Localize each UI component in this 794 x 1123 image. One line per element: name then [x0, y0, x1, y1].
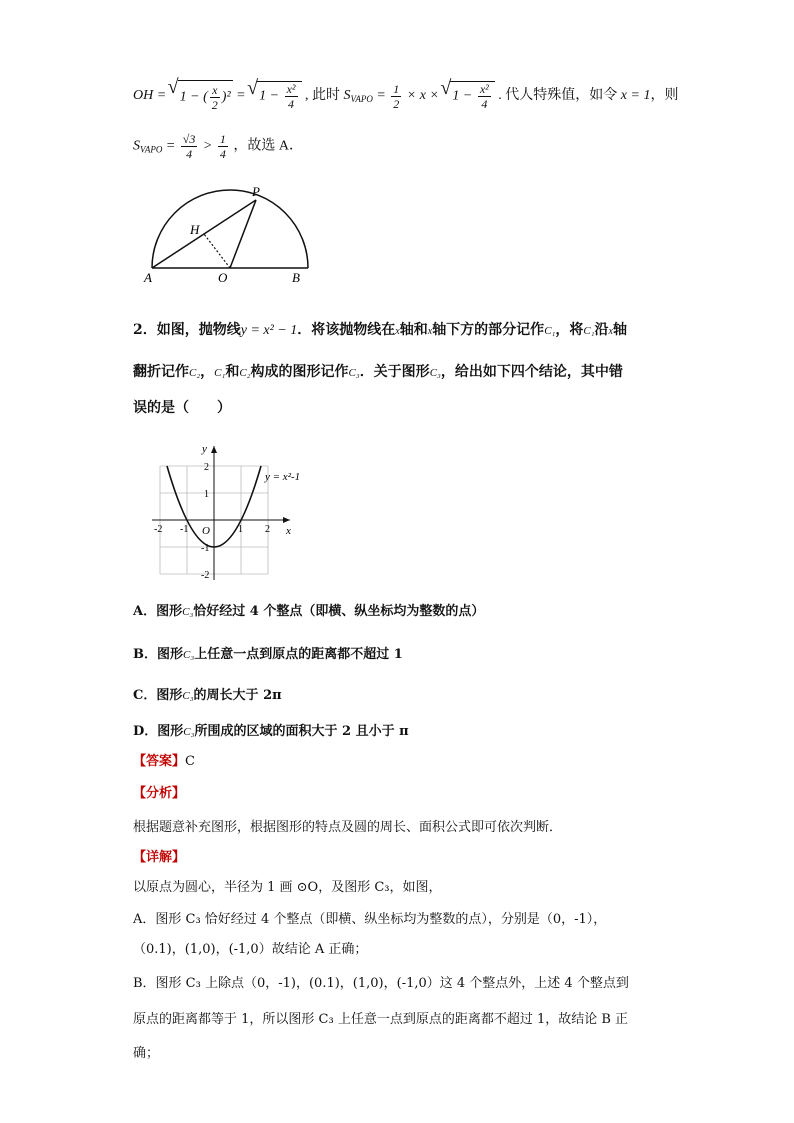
detail-line-5: 原点的距离都等于 1，所以图形 C₃ 上任意一点到原点的距离都不超过 1，故结论 B 正: [133, 1012, 629, 1027]
x-axis-arrow-icon: [283, 517, 290, 523]
semicircle-figure: [140, 184, 320, 288]
question2-line1: 2．如图，抛物线y = x² − 1．将该抛物线在x轴和x轴下方的部分记作C₁，将C₁沿x轴: [133, 322, 627, 338]
answer-value: C: [185, 754, 195, 769]
analysis-tag: 【分析】: [133, 786, 186, 801]
oh-eq: OH =: [133, 88, 167, 104]
formula-line-2: $S_{VAPO}$ = $\frac{√3}{4}$ > $\frac{1}{4}$ ，故选 A．: [133, 132, 303, 161]
detail-line-2: A．图形 C₃ 恰好经过 4 个整点（即横、纵坐标均为整数的点），分别是（0，-1），: [133, 912, 607, 927]
detail-line-4: B．图形 C₃ 上除点（0，-1)，(0.1)，(1,0)，(-1,0）这 4 个整点外，上述 4 个整点到: [133, 976, 629, 991]
y-tick-neg2: -2: [201, 570, 210, 581]
sqrt-expr-1: √ 1 − ( $\frac{x}{2}$ )²: [178, 80, 233, 112]
y-tick-1: 1: [204, 489, 209, 500]
label-o: O: [218, 270, 228, 285]
option-b: B．图形C₃上任意一点到原点的距离都不超过 1: [133, 647, 403, 662]
option-c: C．图形C₃的周长大于 2π: [133, 688, 282, 703]
parabola-graph: [152, 438, 312, 584]
analysis-text: 根据题意补充图形，根据图形的特点及圆的周长、面积公式即可依次判断．: [133, 820, 563, 835]
answer-tag: 【答案】: [133, 754, 186, 769]
option-d: D．图形C₃所围成的区域的面积大于 2 且小于 π: [133, 724, 409, 739]
label-h: H: [190, 222, 200, 237]
x-tick-1: 1: [238, 524, 243, 535]
sqrt-expr-2: √ 1 − $\frac{\text{x²}}{4}$: [257, 81, 301, 111]
detail-tag-line: [133, 848, 185, 868]
origin-label: O: [202, 525, 210, 537]
question2-line2: 翻折记作C₂，C₁和C₂构成的图形记作C₃．关于图形C₃，给出如下四个结论，其中错: [133, 364, 623, 380]
detail-line-3: （0.1)，(1,0)，(-1,0）故结论 A 正确；: [133, 942, 368, 957]
y-axis-arrow-icon: [211, 446, 217, 453]
x-axis-label: x: [286, 525, 291, 537]
answer-line: [133, 752, 195, 772]
label-p: P: [252, 184, 260, 199]
y-tick-neg1: -1: [201, 543, 210, 554]
x-tick-neg1: -1: [180, 524, 189, 535]
option-a: A．图形C₃恰好经过 4 个整点（即横、纵坐标均为整数的点）: [133, 604, 485, 619]
analysis-tag-line: [133, 784, 185, 804]
x-tick-neg2: -2: [154, 524, 163, 535]
detail-line-1: 以原点为圆心，半径为 1 画 ⊙O，及图形 C₃，如图，: [133, 880, 442, 895]
detail-tag: 【详解】: [133, 850, 186, 865]
label-a: A: [144, 270, 152, 285]
y-tick-2: 2: [204, 462, 209, 473]
curve-label: y = x²-1: [265, 471, 301, 483]
formula-line-1: OH = √ 1 − ( $\frac{x}{2}$ )² = √ 1 − $\frac{\text{x²}}{4}$ , 此时 $S_{VAPO}$ = $\frac{1}{2}$ × x × √ 1 − $\frac{\text{x²}}{4}$ . 代人特殊值，如令 x = 1，则: [133, 80, 678, 112]
label-b: B: [292, 270, 300, 285]
perpendicular-oh: [204, 234, 230, 268]
y-axis-label: y: [202, 443, 207, 455]
semicircle-arc: [152, 190, 308, 268]
radius-op: [230, 200, 256, 268]
question2-line3: 误的是（ ）: [133, 400, 231, 416]
detail-line-6: 确；: [133, 1046, 160, 1061]
x-tick-2: 2: [265, 524, 270, 535]
